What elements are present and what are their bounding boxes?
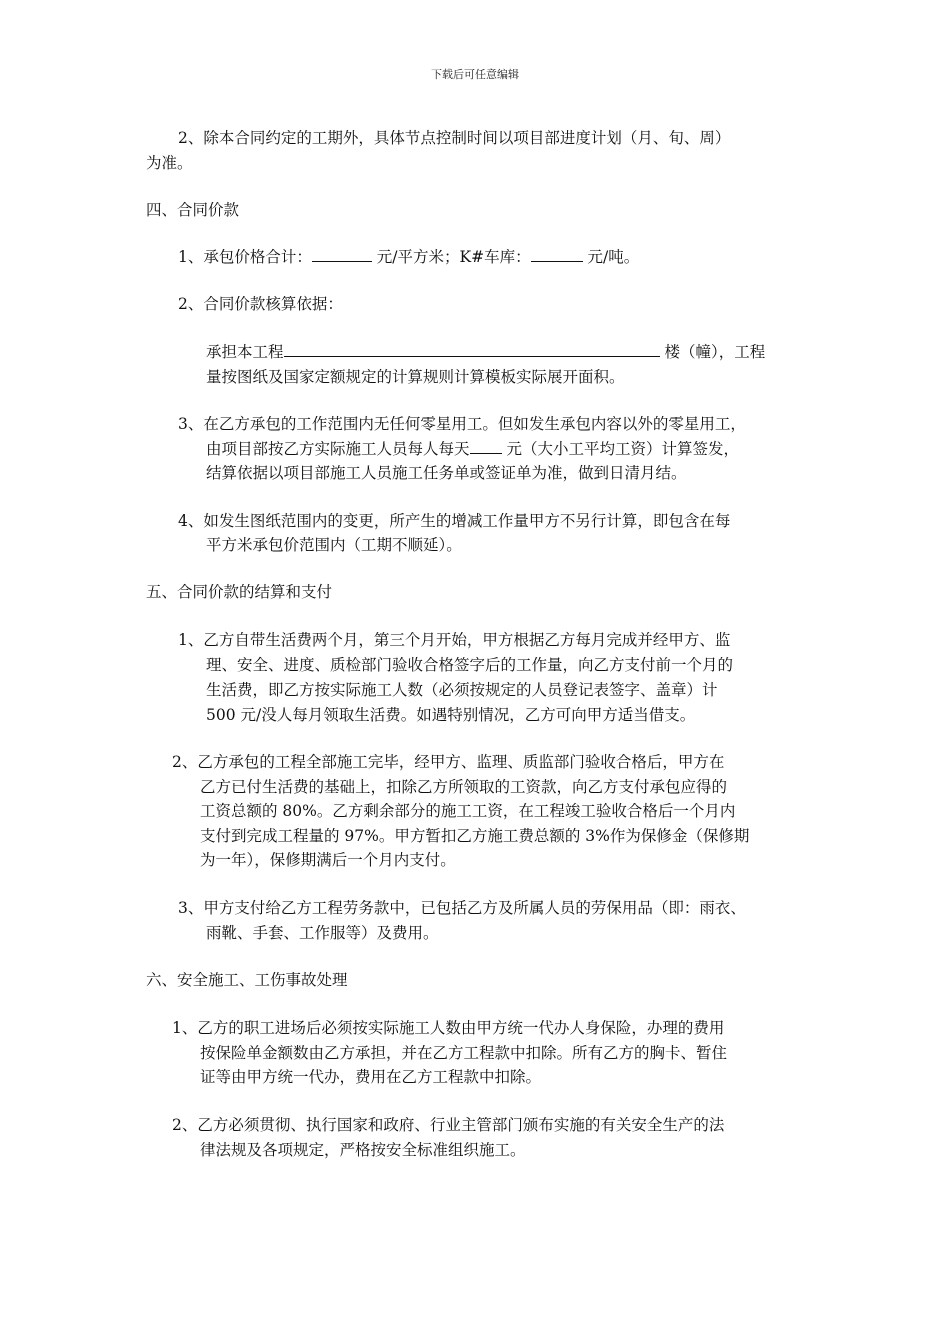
s6-item1-line2: 按保险单金额数由乙方承担，并在乙方工程款中扣除。所有乙方的胸卡、暂住: [200, 1044, 728, 1062]
s4-basis-line2: 量按图纸及国家定额规定的计算规则计算模板实际展开面积。: [206, 368, 625, 386]
s6-item1-line3: 证等由甲方统一代办，费用在乙方工程款中扣除。: [200, 1068, 542, 1086]
section6-title: 六、安全施工、工伤事故处理: [146, 971, 348, 989]
s4-item1: [178, 247, 639, 267]
section4-title: 四、合同价款: [146, 201, 240, 219]
s4-item3-line1: 3、在乙方承包的工作范围内无任何零星用工。但如发生承包内容以外的零星用工，: [178, 415, 746, 433]
s5-item2-line2: 乙方已付生活费的基础上，扣除乙方所领取的工资款，向乙方支付承包应得的: [200, 778, 728, 796]
s5-item3-line1: 3、甲方支付给乙方工程劳务款中，已包括乙方及所属人员的劳保用品（即：雨衣、: [178, 899, 746, 917]
s4-item3-line2-post: 元（大小工平均工资）计算签发，: [501, 440, 739, 458]
s6-item1-line1: 1、乙方的职工进场后必须按实际施工人数由甲方统一代办人身保险，办理的费用: [172, 1019, 725, 1037]
price-blank-field[interactable]: [312, 247, 372, 262]
s4-item1-pre: 1、承包价格合计：: [178, 248, 312, 266]
s5-item2-line5: 为一年），保修期满后一个月内支付。: [200, 851, 456, 869]
section5-title: 五、合同价款的结算和支付: [146, 583, 333, 601]
s4-item3-line3: 结算依据以项目部施工人员施工任务单或签证单为准，做到日清月结。: [206, 464, 687, 482]
s6-item2-line2: 律法规及各项规定，严格按安全标准组织施工。: [200, 1141, 526, 1159]
s5-item2-line4: 支付到完成工程量的 97%。甲方暂扣乙方施工费总额的 3%作为保修金（保修期: [200, 827, 750, 845]
s4-item4-line1: 4、如发生图纸范围内的变更，所产生的增减工作量甲方不另行计算，即包含在每: [178, 512, 731, 530]
s5-item1-line3: 生活费，即乙方按实际施工人数（必须按规定的人员登记表签字、盖章）计: [206, 681, 718, 699]
s5-item1-line4: 500 元/没人每月领取生活费。如遇特别情况，乙方可向甲方适当借支。: [206, 706, 696, 724]
s5-item1-line1: 1、乙方自带生活费两个月，第三个月开始，甲方根据乙方每月完成并经甲方、监: [178, 631, 731, 649]
page-header: 下载后可任意编辑: [431, 68, 519, 81]
s6-item2-line1: 2、乙方必须贯彻、执行国家和政府、行业主管部门颁布实施的有关安全生产的法: [172, 1116, 725, 1134]
s5-item2-line3: 工资总额的 80%。乙方剩余部分的施工工资，在工程竣工验收合格后一个月内: [200, 802, 736, 820]
s4-item4-line2: 平方米承包价范围内（工期不顺延）。: [206, 536, 462, 554]
daily-wage-blank-field[interactable]: [470, 439, 502, 454]
s4-item3-line2: [206, 439, 739, 459]
s3-item2-line1: 2、除本合同约定的工期外，具体节点控制时间以项目部进度计划（月、旬、周）: [178, 129, 731, 147]
garage-price-blank-field[interactable]: [531, 247, 583, 262]
s4-item1-mid: 元/平方米；K#车库：: [371, 248, 531, 266]
s4-basis-line1: [206, 342, 765, 362]
s4-basis-pre: 承担本工程: [206, 343, 284, 361]
s5-item2-line1: 2、乙方承包的工程全部施工完毕，经甲方、监理、质监部门验收合格后，甲方在: [172, 753, 725, 771]
s4-basis-post: 楼（幢），工程: [659, 343, 766, 361]
s5-item3-line2: 雨靴、手套、工作服等）及费用。: [206, 924, 439, 942]
s5-item1-line2: 理、安全、进度、质检部门验收合格签字后的工作量，向乙方支付前一个月的: [206, 656, 734, 674]
s4-item1-post: 元/吨。: [582, 248, 640, 266]
s4-item3-line2-pre: 由项目部按乙方实际施工人员每人每天: [206, 440, 470, 458]
project-blank-field[interactable]: [284, 342, 660, 357]
s4-item2: 2、合同价款核算依据：: [178, 295, 343, 313]
s3-item2-line2: 为准。: [146, 154, 193, 172]
